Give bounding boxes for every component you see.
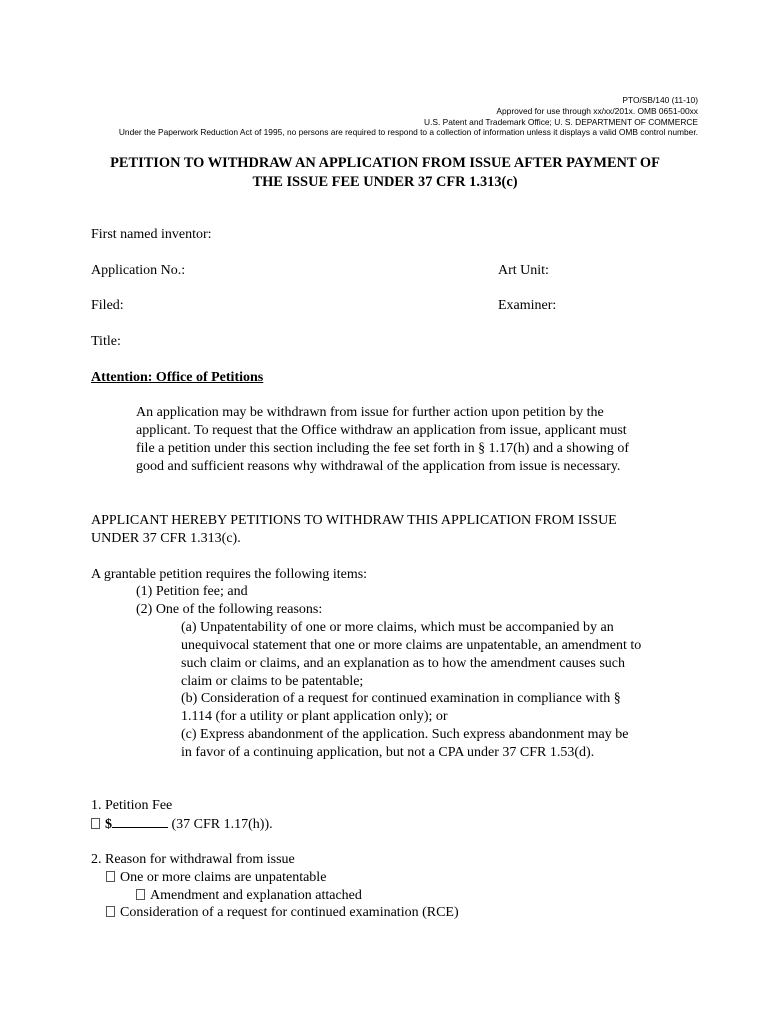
amendment-attached-label: Amendment and explanation attached <box>150 888 362 903</box>
attention-heading: Attention: Office of Petitions <box>91 370 264 385</box>
reason-a-line-1: (a) Unpatentability of one or more claims, which must be accompanied by an <box>181 620 614 635</box>
reason-a-line-2: unequivocal statement that one or more claims are unpatentable, an amendment to <box>181 638 642 653</box>
dollar-sign: $ <box>105 817 112 832</box>
form-title-line-1: PETITION TO WITHDRAW AN APPLICATION FROM ISSUE AFTER PAYMENT OF <box>110 155 660 171</box>
reason-b-line-2: 1.114 (for a utility or plant application only); or <box>181 709 448 724</box>
intro-line-3: file a petition under this section including the fee set forth in § 1.17(h) and a showing of <box>136 441 629 456</box>
omb-approval: Approved for use through xx/xx/201x. OMB 0651-00xx <box>496 106 698 116</box>
requirement-item-1: (1) Petition fee; and <box>136 584 248 599</box>
reason-c-line-1: (c) Express abandonment of the application. Such express abandonment may be <box>181 727 629 742</box>
petition-fee-checkbox[interactable] <box>91 818 100 829</box>
reason-b-line-1: (b) Consideration of a request for continued examination in compliance with § <box>181 691 621 706</box>
intro-line-2: applicant. To request that the Office withdraw an application from issue, applicant must <box>136 423 627 438</box>
requirement-item-2: (2) One of the following reasons: <box>136 602 323 617</box>
first-named-inventor-label: First named inventor: <box>91 227 212 242</box>
petition-statement-line-2: UNDER 37 CFR 1.313(c). <box>91 531 241 546</box>
claims-unpatentable-label: One or more claims are unpatentable <box>120 870 327 885</box>
examiner-label: Examiner: <box>498 298 557 313</box>
option-amendment-attached <box>136 887 362 904</box>
art-unit-label: Art Unit: <box>498 263 549 278</box>
reason-a-line-3: such claim or claims, and an explanation as to how the amendment causes such <box>181 656 625 671</box>
rce-checkbox[interactable] <box>106 906 115 917</box>
petition-fee-row <box>91 815 273 833</box>
filed-label: Filed: <box>91 298 124 313</box>
rce-label: Consideration of a request for continued examination (RCE) <box>120 905 459 920</box>
intro-line-4: good and sufficient reasons why withdrawal of the application from issue is necessary. <box>136 459 621 474</box>
option-rce <box>106 904 459 921</box>
fee-amount-blank[interactable] <box>112 815 168 828</box>
title-label: Title: <box>91 334 121 349</box>
application-no-label: Application No.: <box>91 263 186 278</box>
form-id: PTO/SB/140 (11-10) <box>622 95 698 105</box>
amendment-attached-checkbox[interactable] <box>136 889 145 900</box>
petition-statement-line-1: APPLICANT HEREBY PETITIONS TO WITHDRAW THIS APPLICATION FROM ISSUE <box>91 513 617 528</box>
form-title-line-2: THE ISSUE FEE UNDER 37 CFR 1.313(c) <box>252 174 518 190</box>
requirements-heading: A grantable petition requires the following items: <box>91 567 368 582</box>
reason-c-line-2: in favor of a continuing application, but not a CPA under 37 CFR 1.53(d). <box>181 745 595 760</box>
claims-unpatentable-checkbox[interactable] <box>106 871 115 882</box>
reason-a-line-4: claim or claims to be patentable; <box>181 674 364 689</box>
agency-name: U.S. Patent and Trademark Office; U. S. DEPARTMENT OF COMMERCE <box>424 117 698 127</box>
petition-fee-heading: 1. Petition Fee <box>91 798 173 813</box>
fee-cfr-reference: (37 CFR 1.17(h)). <box>171 817 273 832</box>
intro-line-1: An application may be withdrawn from issue for further action upon petition by the <box>136 405 604 420</box>
option-claims-unpatentable <box>106 869 326 886</box>
paperwork-notice: Under the Paperwork Reduction Act of 1995, no persons are required to respond to a collection of information unless it displays a valid OMB control number. <box>118 127 698 137</box>
reason-withdrawal-heading: 2. Reason for withdrawal from issue <box>91 852 295 867</box>
